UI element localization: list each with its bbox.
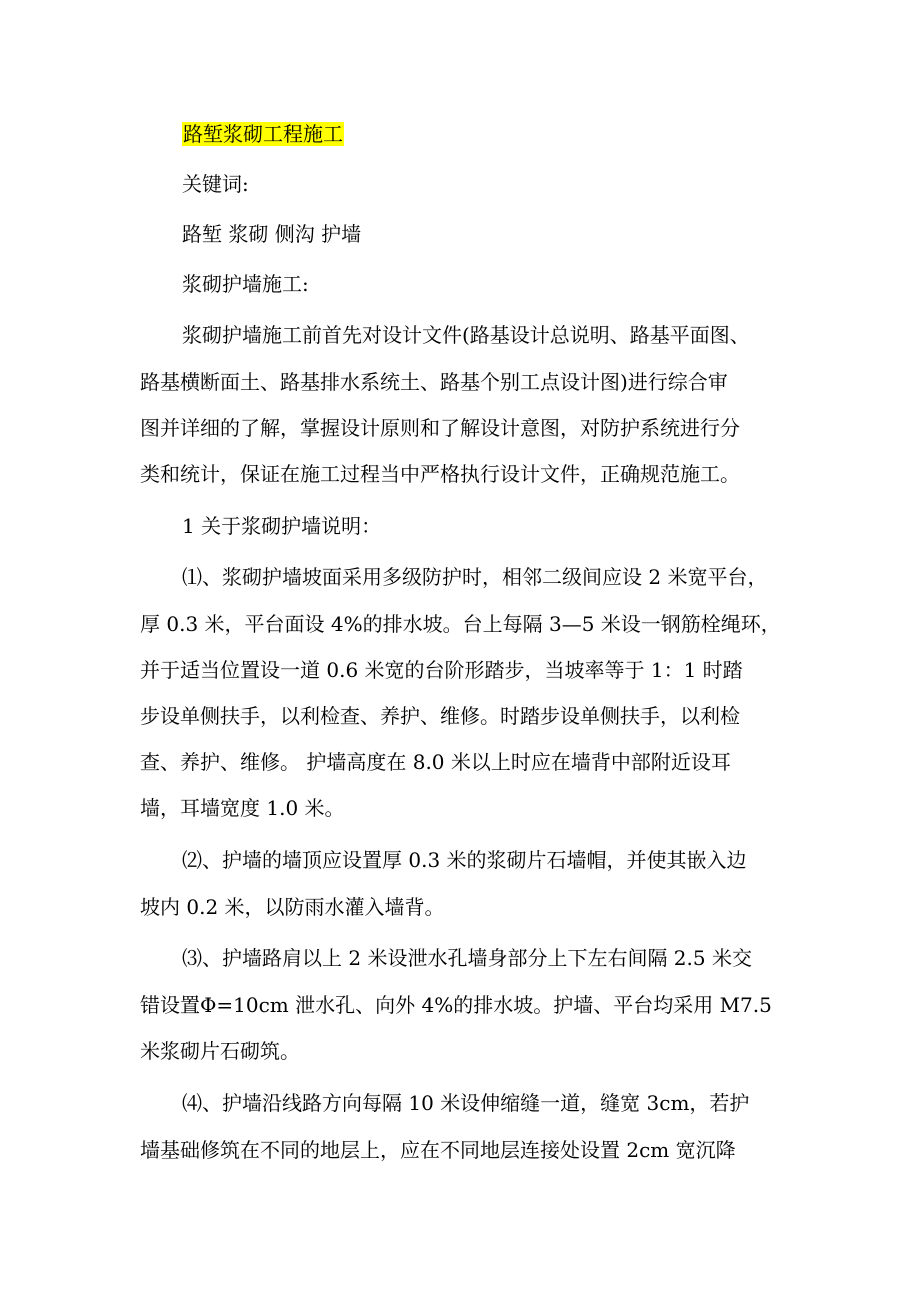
intro-line: 图并详细的了解，掌握设计原则和了解设计意图，对防护系统进行分 xyxy=(140,416,740,440)
item3-line: 米浆砌片石砌筑。 xyxy=(140,1039,300,1063)
item1-line: 厚 0.3 米，平台面设 4%的排水坡。台上每隔 3—5 米设一钢筋栓绳环， xyxy=(140,612,781,636)
item2-line: ⑵、护墙的墙顶应设置厚 0.3 米的浆砌片石墙帽，并使其嵌入边 xyxy=(182,848,747,872)
keywords-list: 路堑 浆砌 侧沟 护墙 xyxy=(182,222,362,246)
item3-line: ⑶、护墙路肩以上 2 米设泄水孔墙身部分上下左右间隔 2.5 米交 xyxy=(182,946,752,970)
title-highlight: 路堑浆砌工程施工 xyxy=(183,122,343,146)
item1-line: 墙，耳墙宽度 1.0 米。 xyxy=(140,796,345,820)
item1-line: ⑴、浆砌护墙坡面采用多级防护时，相邻二级间应设 2 米宽平台， xyxy=(182,565,768,589)
item1-line: 步设单侧扶手，以利检查、养护、维修。时踏步设单侧扶手，以利检 xyxy=(140,704,740,728)
item1-line: 并于适当位置设一道 0.6 米宽的台阶形踏步，当坡率等于 1：1 时踏 xyxy=(140,658,743,682)
item4-line: ⑷、护墙沿线路方向每隔 10 米设伸缩缝一道，缝宽 3cm，若护 xyxy=(182,1091,750,1115)
item3-line: 错设置Φ=10cm 泄水孔、向外 4%的排水坡。护墙、平台均采用 M7.5 xyxy=(140,993,772,1017)
keywords-label: 关键词: xyxy=(182,172,249,196)
intro-line: 浆砌护墙施工前首先对设计文件(路基设计总说明、路基平面图、 xyxy=(182,323,750,347)
section-heading: 浆砌护墙施工: xyxy=(182,272,309,296)
item1-line: 查、养护、维修。 护墙高度在 8.0 米以上时应在墙背中部附近设耳 xyxy=(140,750,731,774)
subheading: 1 关于浆砌护墙说明： xyxy=(182,514,382,538)
intro-line: 路基横断面土、路基排水系统土、路基个别工点设计图)进行综合审 xyxy=(140,370,728,394)
item4-line: 墙基础修筑在不同的地层上，应在不同地层连接处设置 2cm 宽沉降 xyxy=(140,1138,736,1162)
item2-line: 坡内 0.2 米，以防雨水灌入墙背。 xyxy=(140,895,445,919)
document-title xyxy=(182,120,344,148)
intro-line: 类和统计，保证在施工过程当中严格执行设计文件，正确规范施工。 xyxy=(140,462,740,486)
